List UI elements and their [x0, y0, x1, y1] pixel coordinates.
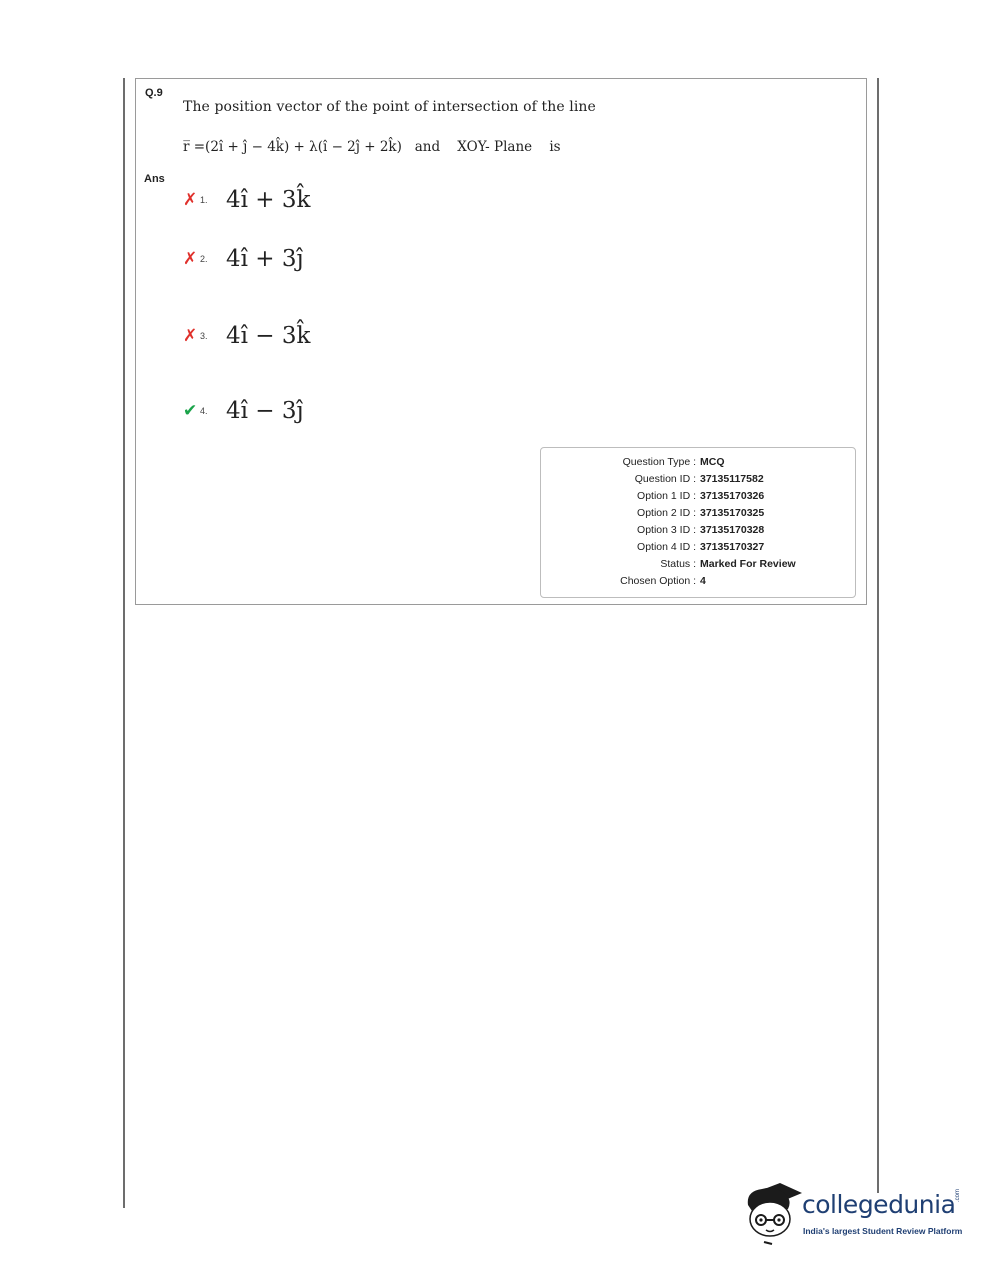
info-value: 37135117582 [700, 473, 764, 485]
option-2 [183, 242, 304, 276]
info-row-question-id [540, 473, 856, 490]
info-row-option-3-id [540, 524, 856, 541]
info-row-chosen-option [540, 575, 856, 592]
logo-tagline: India's largest Student Review Platform [803, 1226, 963, 1236]
info-label: Option 2 ID : [637, 507, 696, 519]
info-label: Option 4 ID : [637, 541, 696, 553]
info-row-status [540, 558, 856, 575]
info-row-option-4-id [540, 541, 856, 558]
info-row-option-2-id [540, 507, 856, 524]
option-expression: 4î − 3k̂ [226, 323, 311, 349]
option-expression: 4î − 3ĵ [226, 398, 304, 424]
checkmark-icon: ✔ [183, 400, 198, 421]
info-label: Status : [660, 558, 696, 570]
cross-icon: ✗ [183, 248, 198, 269]
info-value: MCQ [700, 456, 725, 468]
cross-icon: ✗ [183, 189, 198, 210]
option-expression: 4î + 3k̂ [226, 187, 311, 213]
info-value: 37135170325 [700, 507, 765, 519]
info-row-question-type [540, 456, 856, 473]
info-value: 37135170328 [700, 524, 765, 536]
info-label: Question Type : [622, 456, 696, 468]
info-value: 4 [700, 575, 706, 587]
info-label: Chosen Option : [620, 575, 696, 587]
option-3 [183, 319, 310, 353]
info-label: Option 1 ID : [637, 490, 696, 502]
info-value: Marked For Review [700, 558, 796, 570]
option-expression: 4î + 3ĵ [226, 246, 304, 272]
page-right-border [877, 78, 879, 1193]
page-left-border [123, 78, 125, 1208]
question-equation: r̅ =(2î + ĵ − 4k̂) + λ(î − 2ĵ + 2k̂) and XOY- Plane is [183, 139, 561, 155]
info-label: Question ID : [634, 473, 696, 485]
option-number: 3. [200, 331, 208, 341]
option-number: 1. [200, 195, 208, 205]
answer-label: Ans [144, 173, 165, 185]
info-label: Option 3 ID : [637, 524, 696, 536]
option-number: 4. [200, 406, 208, 416]
cross-icon: ✗ [183, 325, 198, 346]
logo-suffix: .com [955, 1188, 961, 1202]
question-number: Q.9 [145, 87, 163, 99]
question-text: The position vector of the point of intersection of the line [183, 99, 596, 115]
logo-wordmark: collegedunia [802, 1190, 956, 1219]
option-1 [183, 183, 310, 217]
info-row-option-1-id [540, 490, 856, 507]
info-value: 37135170326 [700, 490, 765, 502]
info-value: 37135170327 [700, 541, 765, 553]
option-number: 2. [200, 254, 208, 264]
option-4 [183, 394, 304, 428]
